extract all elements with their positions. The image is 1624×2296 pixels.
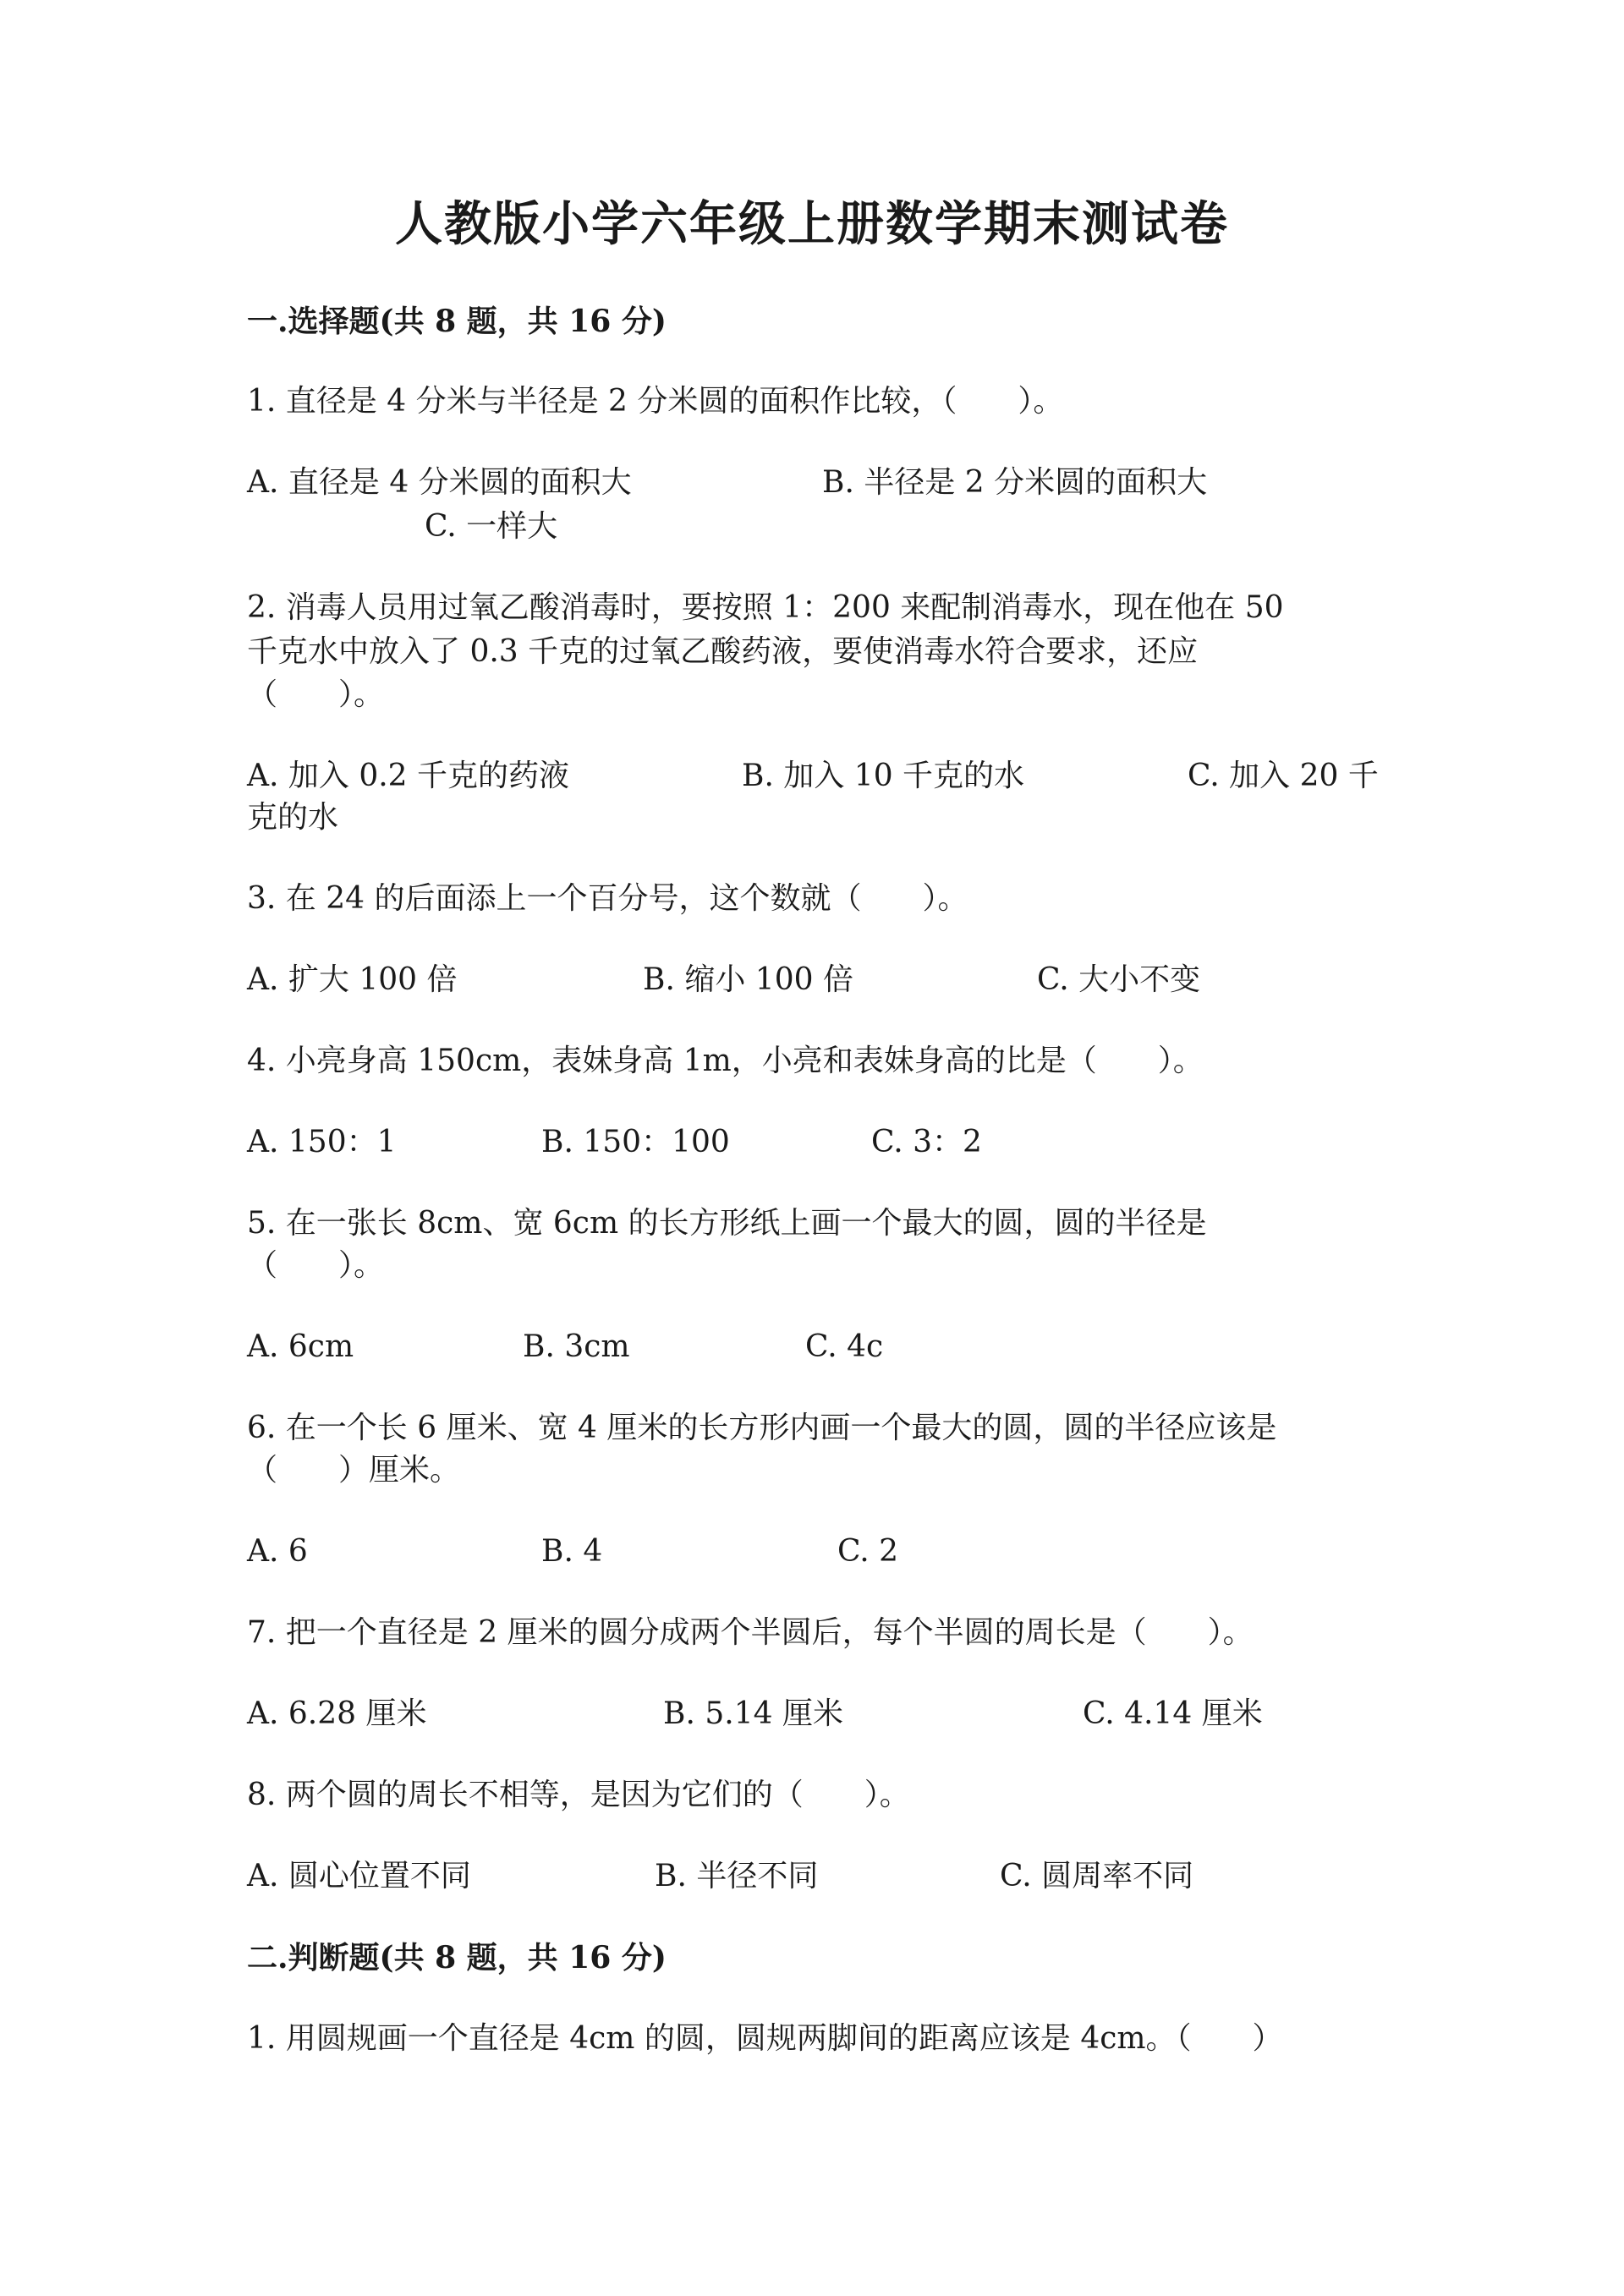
question-4-stem: 4. 小亮身高 150cm，表妹身高 1m，小亮和表妹身高的比是（ ）。 — [247, 1044, 1204, 1078]
question-1-stem: 1. 直径是 4 分米与半径是 2 分米圆的面积作比较，（ ）。 — [247, 384, 1064, 419]
question-3-option-b: B. 缩小 100 倍 — [643, 962, 853, 997]
section-heading-judge: 二.判断题(共 8 题，共 16 分) — [247, 1940, 667, 1975]
question-4-option-b: B. 150：100 — [541, 1125, 730, 1159]
question-5-option-a: A. 6cm — [247, 1329, 354, 1364]
question-1-option-a: A. 直径是 4 分米圆的面积大 — [247, 465, 632, 500]
question-5-stem-line-1: 5. 在一张长 8cm、宽 6cm 的长方形纸上画一个最大的圆，圆的半径是 — [247, 1206, 1207, 1241]
question-7-option-a: A. 6.28 厘米 — [247, 1696, 427, 1731]
question-3-option-a: A. 扩大 100 倍 — [247, 962, 458, 997]
question-8-stem: 8. 两个圆的周长不相等，是因为它们的（ ）。 — [247, 1778, 910, 1812]
question-4-option-a: A. 150：1 — [247, 1125, 397, 1159]
question-2-stem-line-2: 千克水中放入了 0.3 千克的过氧乙酸药液，要使消毒水符合要求，还应 — [247, 634, 1199, 669]
question-2-option-c-continued: 克的水 — [247, 800, 339, 835]
question-2-option-b: B. 加入 10 千克的水 — [742, 759, 1025, 793]
question-6-stem-line-1: 6. 在一个长 6 厘米、宽 4 厘米的长方形内画一个最大的圆，圆的半径应该是 — [247, 1411, 1277, 1445]
question-8-option-b: B. 半径不同 — [655, 1859, 819, 1893]
question-5-option-c: C. 4c — [805, 1329, 884, 1364]
question-7-stem: 7. 把一个直径是 2 厘米的圆分成两个半圆后，每个半圆的周长是（ ）。 — [247, 1615, 1254, 1650]
question-2-stem-line-1: 2. 消毒人员用过氧乙酸消毒时，要按照 1：200 来配制消毒水，现在他在 50 — [247, 590, 1284, 625]
question-6-option-b: B. 4 — [541, 1534, 603, 1569]
question-3-stem: 3. 在 24 的后面添上一个百分号，这个数就（ ）。 — [247, 881, 968, 916]
question-2-option-a: A. 加入 0.2 千克的药液 — [247, 759, 570, 793]
question-8-option-c: C. 圆周率不同 — [1000, 1859, 1194, 1893]
question-4-option-c: C. 3：2 — [871, 1125, 982, 1159]
question-2-option-c: C. 加入 20 千 — [1188, 759, 1379, 793]
question-3-option-c: C. 大小不变 — [1037, 962, 1201, 997]
judge-question-1-stem: 1. 用圆规画一个直径是 4cm 的圆，圆规两脚间的距离应该是 4cm。（ ） — [247, 2021, 1283, 2056]
page-title: 人教版小学六年级上册数学期末测试卷 — [395, 196, 1229, 252]
question-6-stem-line-2: （ ）厘米。 — [247, 1453, 461, 1488]
question-7-option-b: B. 5.14 厘米 — [663, 1696, 843, 1731]
section-heading-choice: 一.选择题(共 8 题，共 16 分) — [247, 304, 667, 339]
question-1-option-b: B. 半径是 2 分米圆的面积大 — [822, 465, 1208, 500]
question-8-option-a: A. 圆心位置不同 — [247, 1859, 471, 1893]
question-6-option-c: C. 2 — [837, 1534, 899, 1569]
question-5-option-b: B. 3cm — [523, 1329, 630, 1364]
question-1-option-c: C. 一样大 — [425, 509, 558, 544]
question-2-stem-line-3: （ ）。 — [247, 677, 385, 712]
question-5-stem-line-2: （ ）。 — [247, 1248, 385, 1283]
question-7-option-c: C. 4.14 厘米 — [1083, 1696, 1263, 1731]
question-6-option-a: A. 6 — [247, 1534, 308, 1569]
